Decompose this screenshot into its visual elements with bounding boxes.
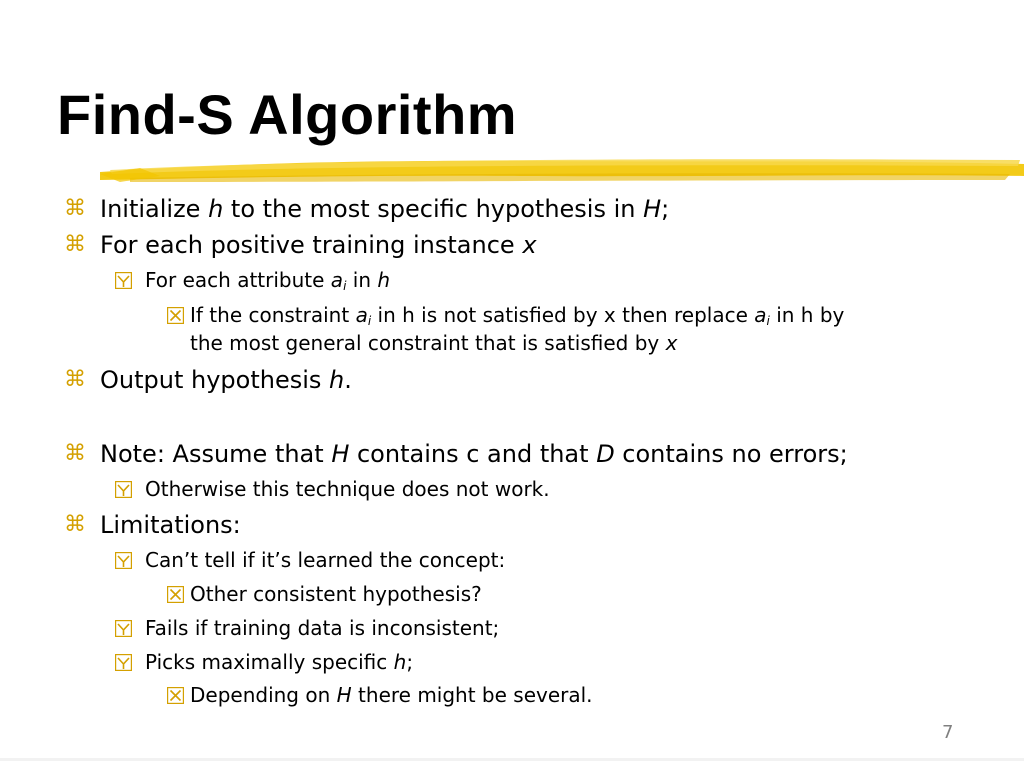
text: Otherwise this technique does not work.	[145, 477, 550, 501]
checkbox-check-icon	[115, 481, 132, 498]
var-x: x	[665, 331, 678, 355]
checkbox-cross-icon	[167, 687, 184, 704]
checkbox-check-icon	[115, 552, 132, 569]
subscript-i: i	[766, 314, 770, 328]
var-D: D	[596, 440, 615, 468]
text: Can’t tell if it’s learned the concept:	[145, 548, 506, 572]
text: in h by	[769, 303, 845, 327]
checkbox-check-icon	[115, 654, 132, 671]
text: Other consistent hypothesis?	[190, 582, 482, 606]
text: Fails if training data is inconsistent;	[145, 616, 500, 640]
var-H: H	[643, 195, 662, 223]
checkbox-cross-icon	[167, 307, 184, 324]
text: contains c and that	[349, 440, 597, 468]
text: in h is not satisfied by x then replace	[371, 303, 755, 327]
text: in	[346, 268, 378, 292]
text: to the most specific hypothesis in	[223, 195, 644, 223]
text: Output hypothesis	[100, 366, 330, 394]
command-key-icon: ⌘	[64, 232, 86, 257]
page-number: 7	[942, 722, 954, 743]
bullet-if-constraint-continued	[190, 329, 677, 357]
text: ;	[661, 195, 670, 223]
slide-title: Find-S Algorithm	[57, 83, 518, 146]
command-key-icon: ⌘	[64, 367, 86, 392]
text: Depending on	[190, 683, 337, 707]
command-key-icon: ⌘	[64, 441, 86, 466]
text: For each positive training instance	[100, 231, 523, 259]
var-h: h	[377, 268, 391, 292]
text: Note: Assume that	[100, 440, 332, 468]
text: Initialize	[100, 195, 209, 223]
subscript-i: i	[343, 279, 347, 293]
text: .	[344, 366, 352, 394]
checkbox-cross-icon	[167, 586, 184, 603]
var-h: h	[208, 195, 224, 223]
var-h: h	[329, 366, 345, 394]
text: If the constraint	[190, 303, 356, 327]
subscript-i: i	[367, 314, 372, 328]
text: Limitations:	[100, 511, 241, 539]
var-H: H	[331, 440, 350, 468]
var-H: H	[336, 683, 352, 707]
var-a: a	[330, 268, 344, 292]
text: For each attribute	[145, 268, 331, 292]
text: ;	[406, 650, 414, 674]
text: there might be several.	[351, 683, 593, 707]
var-x: x	[522, 231, 537, 259]
text: Picks maximally specific	[145, 650, 394, 674]
text: contains no errors;	[614, 440, 848, 468]
checkbox-check-icon	[115, 620, 132, 637]
var-a: a	[355, 303, 368, 327]
text: the most general constraint that is satisfied by	[190, 331, 666, 355]
command-key-icon: ⌘	[64, 512, 86, 537]
command-key-icon: ⌘	[64, 196, 86, 221]
checkbox-check-icon	[115, 272, 132, 289]
var-a: a	[754, 303, 767, 327]
title-underline-brush-stroke	[100, 150, 1024, 188]
var-h: h	[393, 650, 407, 674]
divider	[0, 758, 1024, 761]
